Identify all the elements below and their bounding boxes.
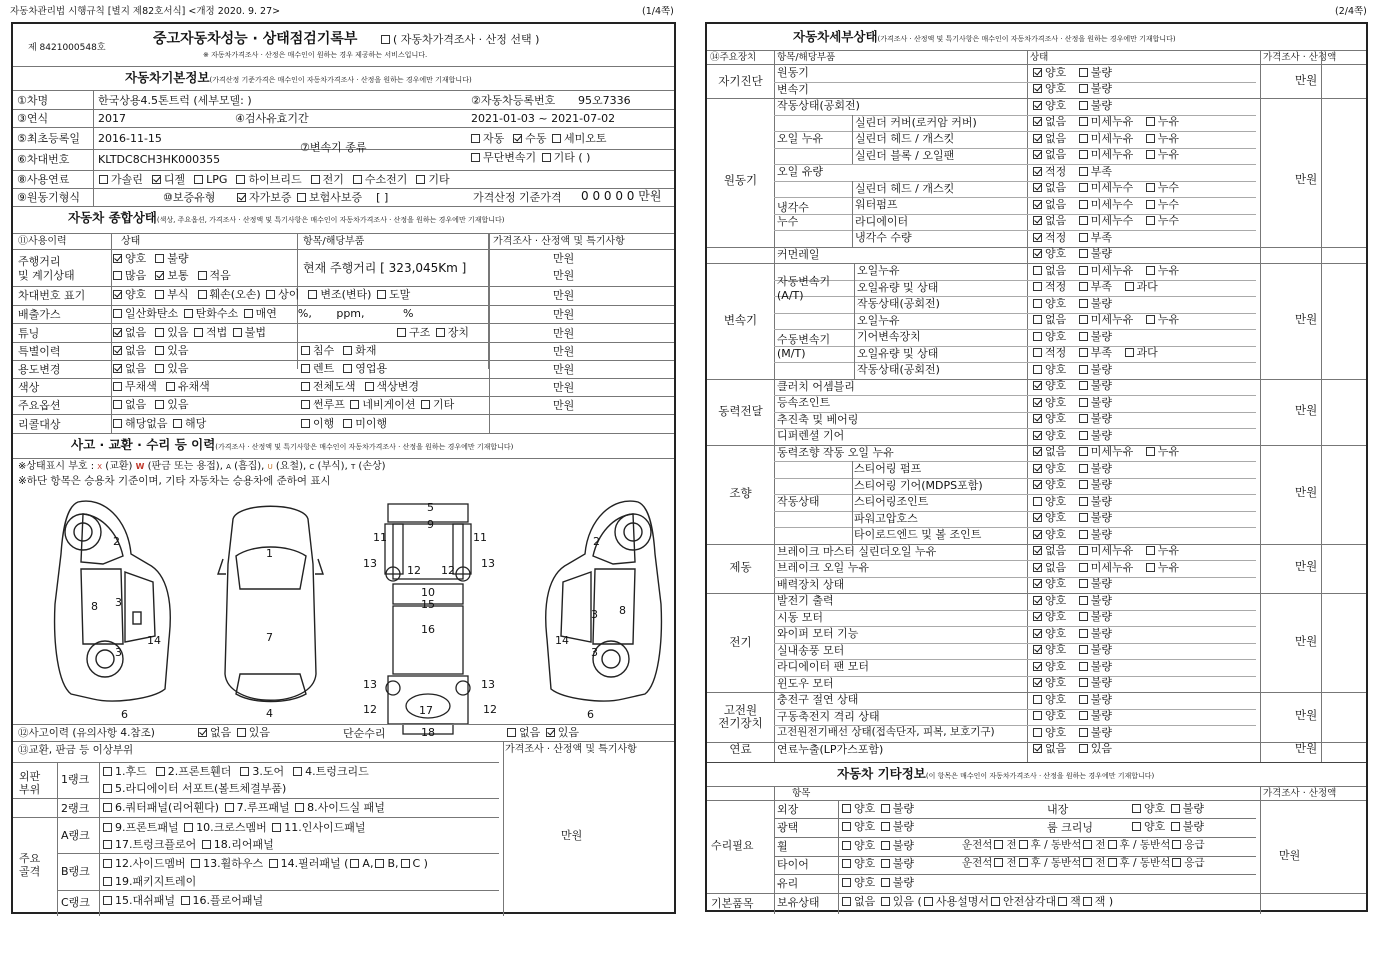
svg-text:1: 1 <box>266 547 273 560</box>
detail-item-state: 양호 불량 <box>1031 331 1123 342</box>
car-frame-diagram <box>363 496 497 739</box>
vin-label: ⑥차대번호 <box>17 153 70 166</box>
warranty-label: ⑩보증유형 <box>163 191 216 204</box>
device-group-price: 만원 <box>1295 171 1318 186</box>
svg-text:12: 12 <box>483 703 497 716</box>
detail-item-label: 변속기 <box>777 82 809 96</box>
recall-types: 이행 미이행 <box>299 418 387 429</box>
inspection-period-label: ④검사유효기간 <box>235 112 309 125</box>
rank-a-parts-a: 9.프론트패널 10.크로스멤버 11.인사이드패널 <box>101 822 366 833</box>
accident-title: 사고 · 교환 · 수리 등 이력(가격조사 · 산정액 및 특기사항은 매수인이 자동차가격조사 · 산정을 원하는 경우에만 기재합니다) <box>71 437 514 452</box>
detail-item-state: 적정 부족 과다 <box>1031 347 1168 358</box>
detail-subgroup-label: 오일 유량 <box>777 165 824 179</box>
use-change-label: 용도변경 <box>18 363 61 376</box>
base-price-value: 0 0 0 0 0 만원 <box>581 189 662 203</box>
detail-subgroup-label: 수동변속기 (M/T) <box>777 332 831 360</box>
page-number-2: (2/4쪽) <box>1335 6 1367 17</box>
device-group-label: 원동기 <box>723 172 758 187</box>
detail-item-label: 라디에이터 <box>855 214 909 228</box>
svg-text:6: 6 <box>121 708 128 721</box>
detail-item-state: 양호 불량 <box>1031 67 1123 78</box>
tuning-types: 구조 장치 <box>395 327 469 338</box>
detail-item-label: 동력조향 작동 오일 누유 <box>777 445 894 459</box>
form-title: 중고자동차성능 · 상태점검기록부 <box>153 31 358 47</box>
svg-text:3: 3 <box>591 608 598 621</box>
svg-text:5: 5 <box>427 501 434 514</box>
status-header: 상태 <box>121 236 141 247</box>
device-group-label: 동력전달 <box>718 403 763 418</box>
rank-a-parts-b: 17.트렁크플로어 18.리어패널 <box>101 839 274 850</box>
detail-item-state: 양호 불량 <box>1031 100 1123 111</box>
rank-b-parts-a: 12.사이드멤버 13.휠하우스 14.필러패널 ( A, B, C ) <box>101 858 428 869</box>
use-change-options: 없음 있음 <box>111 363 189 374</box>
year-value: 2017 <box>98 112 126 125</box>
detail-item-label: 워터펌프 <box>855 198 898 211</box>
svg-text:17: 17 <box>419 704 433 717</box>
detail-item-state: 양호 불량 <box>1031 710 1123 721</box>
detail-item-label: 냉각수 수량 <box>855 231 912 244</box>
device-group-price: 만원 <box>1295 707 1318 722</box>
detail-item-label: 라디에이터 팬 모터 <box>777 660 870 673</box>
svg-text:13: 13 <box>363 678 377 691</box>
detail-item-label: 구동축전지 격리 상태 <box>777 709 880 723</box>
detail-item-label: 작동상태(공회전) <box>857 363 940 376</box>
car-name-label: ①차명 <box>17 94 49 107</box>
document-number: 제 8421000548호 <box>28 43 106 53</box>
detail-item-state: 양호 불량 <box>1031 578 1123 589</box>
main-device-header: ⑭주요장치 <box>710 52 757 63</box>
detail-item-label: 커먼레일 <box>777 247 820 261</box>
detail-item-state: 없음 미세누유 누유 <box>1031 545 1190 556</box>
accident-history-label: ⑫사고이력 (유의사항 4.참조) <box>18 727 155 739</box>
detail-subgroup-label: 자동변속기 (A/T) <box>777 274 831 302</box>
gloss-options: 양호 불량 <box>840 821 914 832</box>
detail-item-state: 없음 미세누수 누수 <box>1031 215 1190 226</box>
svg-text:8: 8 <box>91 600 98 613</box>
svg-text:14: 14 <box>555 634 569 647</box>
won-9: 만원 <box>553 399 575 412</box>
svg-text:8: 8 <box>619 604 626 617</box>
detail-item-label: 스티어링조인트 <box>854 495 929 508</box>
detail-item-label: 충전구 절연 상태 <box>777 693 859 706</box>
detail-item-label: 작동상태(공회전) <box>777 99 860 112</box>
detail-price-header: 가격조사 · 산정액 <box>1263 52 1337 63</box>
detail-title: 자동차세부상태(가격조사 · 산정액 및 특기사항은 매수인이 자동차가격조사 · 산정을 원하는 경우에만 기재합니다) <box>793 29 1176 44</box>
detail-item-state: 양호 불량 <box>1031 380 1123 391</box>
svg-text:6: 6 <box>587 708 594 721</box>
svg-text:3: 3 <box>115 646 122 659</box>
options-types: 썬루프 네비게이션 기타 <box>299 399 454 410</box>
wheel-position: 운전석 전 후 / 동반석 전 후 / 동반석 응급 <box>962 839 1205 851</box>
page-1 <box>11 22 676 914</box>
detail-item-label: 클러치 어셈블리 <box>777 379 855 393</box>
detail-item-state: 없음 미세누유 누유 <box>1031 562 1190 573</box>
repair-needed-label: 수리필요 <box>711 839 754 852</box>
usage-history-header: ⑪사용이력 <box>18 236 67 247</box>
svg-text:12: 12 <box>363 703 377 716</box>
fuel-options: 가솔린 디젤 LPG 하이브리드 전기 수소전기 기타 <box>97 174 450 185</box>
svg-text:13: 13 <box>481 678 495 691</box>
use-change-types: 렌트 영업용 <box>299 363 387 374</box>
emission-label: 배출가스 <box>18 308 61 321</box>
svg-text:15: 15 <box>421 598 435 611</box>
detail-subgroup-label: 작동상태 <box>777 495 820 509</box>
detail-item-label: 연료누출(LP가스포함) <box>777 742 884 756</box>
device-group-label: 전기 <box>729 634 752 649</box>
detail-item-state: 없음 있음 <box>1031 743 1123 754</box>
vin-mark-label: 차대번호 표기 <box>18 289 86 302</box>
device-group-price: 만원 <box>1295 559 1318 574</box>
title-option: ( 자동차가격조사 · 산정 선택 ) <box>379 34 539 45</box>
recall-label: 리콜대상 <box>18 418 61 431</box>
reg-number-value: 95오7336 <box>578 94 631 107</box>
form-header: 자동차관리법 시행규칙 [별지 제82호서식] <개정 2020. 9. 27> <box>10 6 281 17</box>
gloss-label: 광택 <box>777 821 799 834</box>
etc-title: 자동차 기타정보(이 항목은 매수인이 자동차가격조사 · 산정을 원하는 경우에만 기재합니다) <box>837 766 1155 781</box>
detail-item-label: 오일유량 및 상태 <box>857 280 939 294</box>
svg-text:14: 14 <box>147 634 161 647</box>
detail-item-state: 양호 불량 <box>1031 413 1123 424</box>
engine-type-label: ⑨원동기형식 <box>17 191 80 204</box>
svg-text:10: 10 <box>421 586 435 599</box>
svg-text:2: 2 <box>113 535 120 548</box>
svg-text:3: 3 <box>591 646 598 659</box>
detail-item-state: 없음 미세누유 누유 <box>1031 265 1190 276</box>
glass-options: 양호 불량 <box>840 877 914 888</box>
detail-item-label: 작동상태(공회전) <box>857 297 940 310</box>
first-reg-value: 2016-11-15 <box>98 132 162 145</box>
detail-item-state: 양호 불량 <box>1031 611 1123 622</box>
detail-item-state: 없음 미세누유 누유 <box>1031 116 1190 127</box>
detail-item-label: 등속조인트 <box>777 396 831 409</box>
detail-item-state: 적정 부족 과다 <box>1031 281 1168 292</box>
main-frame-group: 주요 골격 <box>19 852 41 878</box>
detail-item-label: 고전원전기배선 상태(접속단자, 피복, 보호기구) <box>777 726 995 738</box>
won-8: 만원 <box>553 381 575 394</box>
recall-options: 해당없음 해당 <box>111 418 206 429</box>
vin-value: KLTDC8CH3HK000355 <box>98 153 221 166</box>
own-state-label: 보유상태 <box>777 896 820 909</box>
vin-mark-options: 양호 부식 훼손(오손) 상이 변조(변타) 도말 <box>111 289 410 300</box>
etc-price-header: 가격조사 · 산정액 <box>1263 788 1337 799</box>
mileage-cond-2: 많음 보통 적음 <box>111 270 231 281</box>
detail-item-label: 브레이크 오일 누유 <box>777 561 870 574</box>
price-survey-checkbox[interactable] <box>381 35 390 44</box>
detail-item-state: 없음 미세누수 누수 <box>1031 182 1190 193</box>
detail-item-state: 없음 미세누유 누유 <box>1031 149 1190 160</box>
color-options: 무채색 유채색 <box>111 381 210 392</box>
mileage-label: 주행거리 및 계기상태 <box>18 255 75 282</box>
state-header: 상태 <box>1030 52 1049 63</box>
tire-options: 양호 불량 <box>840 858 914 869</box>
tire-position: 운전석 전 후 / 동반석 전 후 / 동반석 응급 <box>962 857 1205 869</box>
legend: ※상태표시 부호 : X (교환) W (판금 또는 용접), A (흠집), U (요철), C (부식), T (손상) <box>18 461 386 472</box>
won-6: 만원 <box>553 345 575 358</box>
detail-item-state: 양호 불량 <box>1031 529 1123 540</box>
color-types: 전체도색 색상변경 <box>299 381 419 392</box>
detail-item-state: 양호 불량 <box>1031 694 1123 705</box>
detail-item-label: 실린더 블록 / 오일팬 <box>855 148 955 162</box>
svg-text:18: 18 <box>421 726 435 739</box>
detail-item-state: 양호 불량 <box>1031 248 1123 259</box>
rank-b-label: B랭크 <box>61 865 90 878</box>
svg-text:9: 9 <box>427 518 434 531</box>
device-group-price: 만원 <box>1295 485 1318 499</box>
device-group-price: 만원 <box>1295 740 1318 755</box>
room-cleaning-options: 양호 불량 <box>1130 821 1204 832</box>
glass-label: 유리 <box>777 877 799 890</box>
detail-item-state: 없음 미세누유 누유 <box>1031 314 1190 325</box>
interior-label: 내장 <box>1047 803 1069 816</box>
exterior-options: 양호 불량 <box>840 803 914 814</box>
emission-options: 일산화탄소 탄화수소 매연 %, ppm, % <box>111 308 413 319</box>
first-reg-label: ⑤최초등록일 <box>17 132 80 145</box>
reg-number-label: ②자동차등록번호 <box>471 94 556 107</box>
detail-item-state: 양호 불량 <box>1031 628 1123 639</box>
device-group-label: 변속기 <box>723 312 758 327</box>
car-right-side-diagram <box>533 494 673 721</box>
mileage-value: 현재 주행거리 [ 323,045Km ] <box>303 261 467 275</box>
detail-item-label: 타이로드엔드 및 볼 조인트 <box>854 528 982 541</box>
detail-subgroup-label: 오일 누유 <box>777 132 824 146</box>
detail-item-state: 양호 불량 <box>1031 430 1123 441</box>
svg-text:12: 12 <box>407 564 421 577</box>
detail-item-label: 오일유량 및 상태 <box>857 346 939 360</box>
overall-title: 자동차 종합상태(색상, 주요옵션, 가격조사 · 산정액 및 특기사항은 매수인이 자동차가격조사 · 산정을 원하는 경우에만 기재합니다) <box>68 210 505 225</box>
detail-item-label: 와이퍼 모터 기능 <box>777 627 859 640</box>
detail-item-state: 양호 불량 <box>1031 727 1123 738</box>
device-group-price: 만원 <box>1295 402 1318 417</box>
detail-item-state: 없음 미세누유 누유 <box>1031 446 1190 457</box>
svg-text:13: 13 <box>481 557 495 570</box>
inspection-period-value: 2021-01-03 ~ 2021-07-02 <box>471 112 616 125</box>
detail-item-label: 오일누유 <box>857 313 900 327</box>
detail-item-label: 발전기 출력 <box>777 594 834 607</box>
detail-item-state: 없음 미세누수 누수 <box>1031 199 1190 210</box>
detail-item-state: 양호 불량 <box>1031 496 1123 507</box>
svg-text:2: 2 <box>593 535 600 548</box>
rank-b-parts-b: 19.패키지트레이 <box>101 876 196 887</box>
year-label: ③연식 <box>17 112 49 125</box>
detail-item-label: 배력장치 상태 <box>777 577 845 591</box>
accident-history-options: 없음 있음 <box>196 727 270 738</box>
special-history-types: 침수 화재 <box>299 345 377 356</box>
accident-price: 만원 <box>561 829 583 842</box>
options-label: 주요옵션 <box>18 399 61 412</box>
price-header: 가격조사 · 산정액 및 특기사항 <box>493 236 625 247</box>
interior-options: 양호 불량 <box>1130 803 1204 814</box>
detail-item-label: 스티어링 펌프 <box>854 462 922 475</box>
fuel-label: ⑧사용연료 <box>17 173 70 186</box>
tire-label: 타이어 <box>777 858 809 871</box>
exterior-label: 외장 <box>777 803 799 816</box>
detail-item-label: 오일누유 <box>857 264 900 277</box>
detail-item-label: 실린더 헤드 / 개스킷 <box>855 181 955 195</box>
wheel-options: 양호 불량 <box>840 840 914 851</box>
device-group-label: 연료 <box>729 741 752 756</box>
item-header: 항목/해당부품 <box>777 52 836 63</box>
tuning-label: 튜닝 <box>18 327 40 340</box>
won-7: 만원 <box>553 363 575 376</box>
detail-item-state: 양호 불량 <box>1031 661 1123 672</box>
svg-text:4: 4 <box>266 707 273 720</box>
detail-item-state: 양호 불량 <box>1031 479 1123 490</box>
device-group-price: 만원 <box>1295 72 1318 87</box>
detail-item-state: 적정 부족 <box>1031 232 1123 243</box>
won-1: 만원 <box>553 252 575 265</box>
won-2: 만원 <box>553 269 575 282</box>
detail-item-label: 브레이크 마스터 실린더오일 누유 <box>777 544 937 558</box>
mileage-cond-1: 양호 불량 <box>111 253 189 264</box>
rank-c-parts: 15.대쉬패널 16.플로어패널 <box>101 895 263 906</box>
detail-subgroup-label: 냉각수 누수 <box>777 200 809 228</box>
parts-header: 항목/해당부품 <box>303 236 365 247</box>
detail-item-state: 적정 부족 <box>1031 166 1123 177</box>
detail-item-state: 양호 불량 <box>1031 512 1123 523</box>
color-label: 색상 <box>18 381 40 394</box>
car-top-diagram <box>218 494 323 724</box>
detail-item-state: 양호 불량 <box>1031 644 1123 655</box>
page-number-1: (1/4쪽) <box>642 6 674 17</box>
detail-item-label: 실린더 헤드 / 개스킷 <box>855 132 955 145</box>
detail-item-label: 원동기 <box>777 66 809 79</box>
rank-1-label: 1랭크 <box>61 773 90 786</box>
detail-item-label: 윈도우 모터 <box>777 676 834 690</box>
simple-repair-options: 없음 있음 <box>505 727 579 738</box>
svg-text:11: 11 <box>473 531 487 544</box>
options-options: 없음 있음 <box>111 399 189 410</box>
abnormal-parts-label: ⑬교환, 판금 등 이상부위 <box>18 744 134 756</box>
rank-2-parts: 6.쿼터패널(리어휀다) 7.루프패널 8.사이드실 패널 <box>101 802 385 813</box>
etc-price: 만원 <box>1279 849 1301 862</box>
device-group-label: 제동 <box>729 560 752 575</box>
detail-item-state: 양호 불량 <box>1031 364 1123 375</box>
special-history-options: 없음 있음 <box>111 345 189 356</box>
detail-item-label: 기어변속장치 <box>857 330 921 343</box>
detail-item-state: 없음 미세누유 누유 <box>1031 133 1190 144</box>
detail-item-state: 양호 불량 <box>1031 677 1123 688</box>
won-5: 만원 <box>553 327 575 340</box>
device-group-label: 고전원 전기장치 <box>718 702 763 730</box>
svg-text:16: 16 <box>421 623 435 636</box>
car-name-value: 한국상용4.5톤트럭 (세부모델: ) <box>98 94 252 107</box>
title-note: ※ 자동차가격조사 · 산정은 매수인이 원하는 경우 제공하는 서비스입니다. <box>203 51 428 59</box>
svg-text:11: 11 <box>373 531 387 544</box>
device-group-price: 만원 <box>1295 633 1318 648</box>
device-group-label: 조향 <box>729 486 752 500</box>
detail-item-state: 양호 불량 <box>1031 397 1123 408</box>
room-cleaning-label: 룸 크리닝 <box>1047 821 1094 834</box>
detail-item-label: 시동 모터 <box>777 610 824 624</box>
detail-item-label: 파워고압호스 <box>854 511 918 525</box>
outer-panel-group: 외판 부위 <box>19 770 41 796</box>
detail-item-label: 디퍼렌셜 기어 <box>777 429 845 442</box>
detail-item-state: 양호 불량 <box>1031 298 1123 309</box>
base-price-label: 가격산정 기준가격 <box>473 191 562 204</box>
detail-item-label: 실내송풍 모터 <box>777 643 845 657</box>
detail-item-state: 양호 불량 <box>1031 595 1123 606</box>
special-history-label: 특별이력 <box>18 345 61 358</box>
device-group-price: 만원 <box>1295 311 1318 326</box>
detail-item-state: 양호 불량 <box>1031 83 1123 94</box>
svg-text:7: 7 <box>266 631 273 644</box>
device-group-label: 자기진단 <box>718 73 763 88</box>
detail-item-label: 추진축 및 베어링 <box>777 412 859 426</box>
transmission-label: ⑦변속기 종류 <box>300 141 367 154</box>
detail-item-label: 스티어링 기어(MDPS포함) <box>854 478 983 492</box>
svg-text:13: 13 <box>363 557 377 570</box>
svg-text:12: 12 <box>441 564 455 577</box>
rank-c-label: C랭크 <box>61 896 90 909</box>
page-2 <box>705 22 1368 912</box>
abnormal-price-header: 가격조사 · 산정액 및 특기사항 <box>505 744 637 755</box>
detail-item-label: 실린더 커버(로커암 커버) <box>855 115 977 129</box>
basic-info-title: 자동차기본정보(가격산정 기준가격은 매수인이 자동차가격조사 · 산정을 원하는 경우에만 기재합니다) <box>125 70 472 85</box>
won-3: 만원 <box>553 289 575 302</box>
car-left-side-diagram <box>43 494 183 721</box>
rank-1-parts-a: 1.후드 2.프론트휀더 3.도어 4.트렁크리드 <box>101 766 369 777</box>
transmission-options: 자동 수동 세미오토 <box>469 133 607 144</box>
detail-item-state: 양호 불량 <box>1031 463 1123 474</box>
basic-items-label: 기본품목 <box>711 897 754 910</box>
transmission-options-2: 무단변속기 기타 ( ) <box>469 152 590 163</box>
rank-1-parts-b: 5.라디에이터 서포트(볼트체결부품) <box>101 783 286 794</box>
legend-note: ※하단 항목은 승용차 기준이며, 기타 자동차는 승용차에 준하여 표시 <box>18 475 331 487</box>
wheel-label: 휠 <box>777 840 788 853</box>
tuning-options: 없음 있음 적법 불법 <box>111 327 266 338</box>
etc-item-header: 항목 <box>792 788 811 799</box>
simple-repair-label: 단순수리 <box>343 727 386 740</box>
rank-a-label: A랭크 <box>61 829 90 842</box>
won-4: 만원 <box>553 308 575 321</box>
warranty-options: 자가보증 보험사보증 [ ] <box>235 192 388 203</box>
own-state-options: 없음 있음 ( 사용설명서 안전삼각대 잭 잭 ) <box>840 896 1113 907</box>
rank-2-label: 2랭크 <box>61 802 90 815</box>
svg-text:3: 3 <box>115 596 122 609</box>
